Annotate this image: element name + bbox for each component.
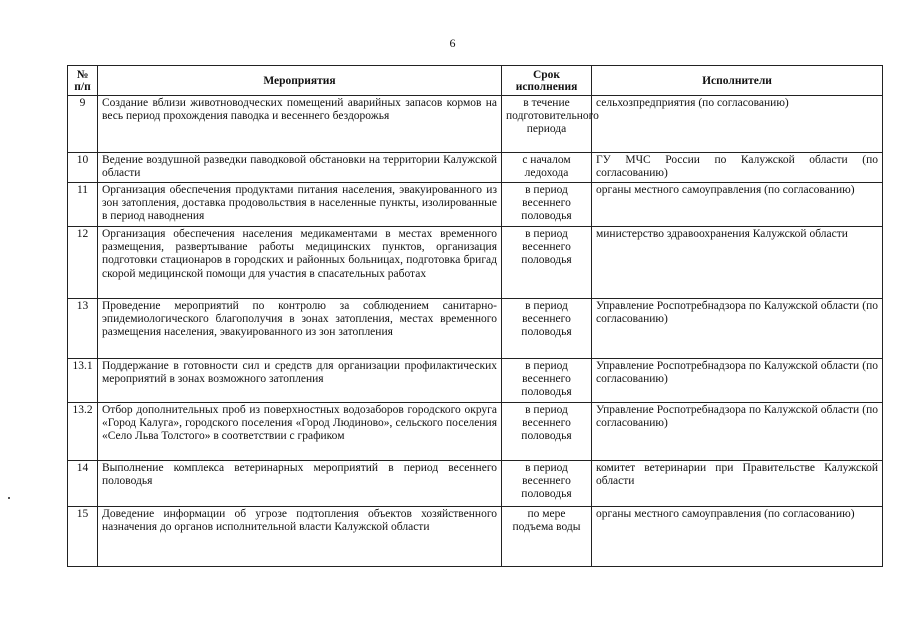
row-num: 10 [68, 153, 98, 183]
row-executors: органы местного самоуправления (по согласованию) [592, 507, 883, 567]
table-row [68, 359, 883, 403]
row-executors: сельхозпредприятия (по согласованию) [592, 96, 883, 153]
row-action: Отбор дополнительных проб из поверхностных водозаборов городского округа «Город Калуга», городского поселения «Город Людиново», сельского поселения «Село Льва Толстого» в соответствии с графиком [98, 403, 502, 461]
row-num: 11 [68, 183, 98, 227]
row-term: с началом ледохода [502, 153, 592, 183]
row-num: 14 [68, 461, 98, 507]
header-executors: Исполнители [592, 66, 883, 96]
row-executors: Управление Роспотребнадзора по Калужской области (по согласованию) [592, 403, 883, 461]
row-num: 9 [68, 96, 98, 153]
table-header [68, 66, 883, 96]
row-num: 13 [68, 299, 98, 359]
row-term: по мере подъема воды [502, 507, 592, 567]
row-term: в период весеннего половодья [502, 299, 592, 359]
row-executors: Управление Роспотребнадзора по Калужской области (по согласованию) [592, 359, 883, 403]
row-action: Организация обеспечения населения медикаментами в местах временного размещения, развертывание работы медицинских пунктов, организация подготовки стационаров в городских и районных больницах, подготовка бригад скорой медицинской помощи для участия в спасательных работах [98, 227, 502, 299]
row-term: в период весеннего половодья [502, 403, 592, 461]
table-row [68, 403, 883, 461]
row-num: 12 [68, 227, 98, 299]
row-num: 15 [68, 507, 98, 567]
row-executors: комитет ветеринарии при Правительстве Калужской области [592, 461, 883, 507]
row-action: Доведение информации об угрозе подтопления объектов хозяйственного назначения до органов исполнительной власти Калужской области [98, 507, 502, 567]
page-number: 6 [449, 36, 456, 50]
table-row [68, 96, 883, 153]
header-num: № п/п [68, 66, 98, 96]
table-row [68, 183, 883, 227]
header-term: Срок исполнения [502, 66, 592, 96]
table-row [68, 507, 883, 567]
table-row [68, 461, 883, 507]
row-term: в период весеннего половодья [502, 227, 592, 299]
table-row [68, 153, 883, 183]
table-row [68, 299, 883, 359]
table-row [68, 227, 883, 299]
row-action: Ведение воздушной разведки паводковой обстановки на территории Калужской области [98, 153, 502, 183]
row-executors: ГУ МЧС России по Калужской области (по согласованию) [592, 153, 883, 183]
row-action: Поддержание в готовности сил и средств для организации профилактических мероприятий в зонах возможного затопления [98, 359, 502, 403]
row-term: в течение подготовительного периода [502, 96, 592, 153]
row-action: Выполнение комплекса ветеринарных мероприятий в период весеннего половодья [98, 461, 502, 507]
row-executors: министерство здравоохранения Калужской области [592, 227, 883, 299]
row-executors: органы местного самоуправления (по согласованию) [592, 183, 883, 227]
measures-table [67, 65, 883, 567]
row-term: в период весеннего половодья [502, 183, 592, 227]
row-num: 13.1 [68, 359, 98, 403]
row-num: 13.2 [68, 403, 98, 461]
row-executors: Управление Роспотребнадзора по Калужской области (по согласованию) [592, 299, 883, 359]
header-action: Мероприятия [98, 66, 502, 96]
scan-speck [8, 497, 10, 499]
row-action: Создание вблизи животноводческих помещений аварийных запасов кормов на весь период прохождения паводка и весеннего бездорожья [98, 96, 502, 153]
row-action: Проведение мероприятий по контролю за соблюдением санитарно-эпидемиологического благополучия в зонах затопления, местах временного размещения населения, эвакуированного из зон затопления [98, 299, 502, 359]
row-term: в период весеннего половодья [502, 461, 592, 507]
row-term: в период весеннего половодья [502, 359, 592, 403]
row-action: Организация обеспечения продуктами питания населения, эвакуированного из зон затопления, доставка продовольствия в населенные пункты, изолированные в период наводнения [98, 183, 502, 227]
